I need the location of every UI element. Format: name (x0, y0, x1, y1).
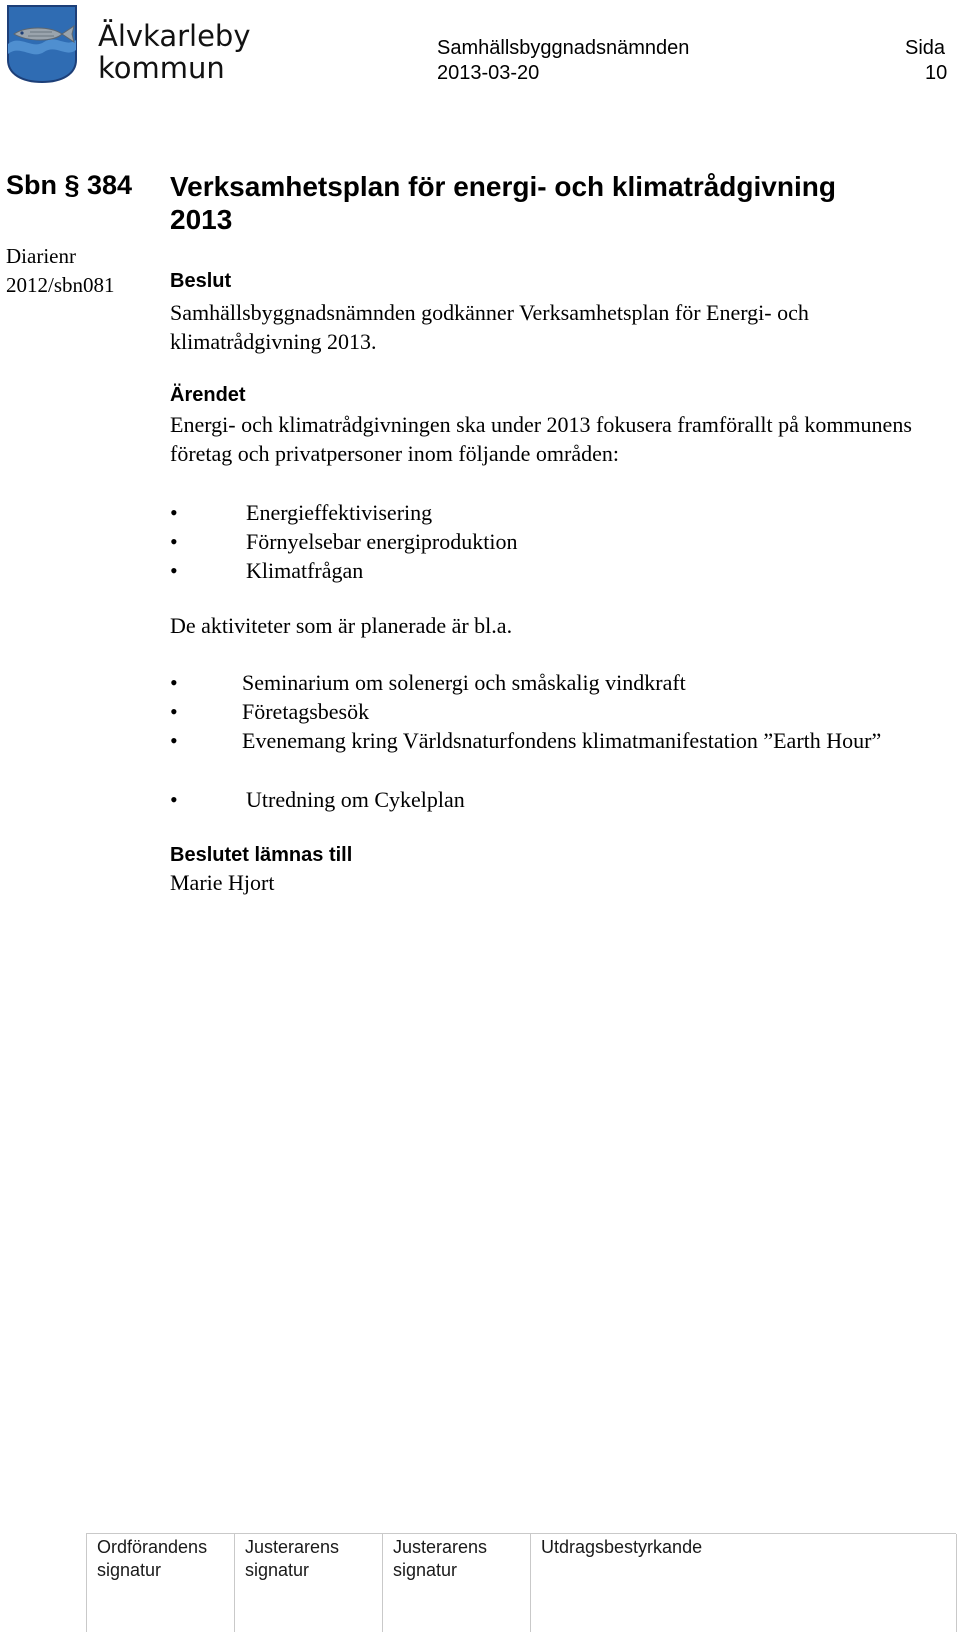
signature-cell (86, 1534, 235, 1632)
bullet-icon: • (170, 670, 178, 695)
signature-cell-sublabel: signatur (393, 1560, 458, 1580)
signature-cell-sublabel: signatur (97, 1560, 162, 1580)
signature-cell-sublabel: signatur (245, 1560, 310, 1580)
organization-logo-text (98, 20, 251, 84)
signature-cell-label: Utdragsbestyrkande (541, 1537, 703, 1557)
page-number: 10 (925, 62, 948, 84)
list-item: Evenemang kring Världsnaturfondens klimatmanifestation ”Earth Hour” (242, 728, 882, 753)
recipient-name: Marie Hjort (170, 870, 275, 895)
list-item: Företagsbesök (242, 699, 370, 724)
meeting-date: 2013-03-20 (437, 62, 540, 84)
committee-name: Samhällsbyggnadsnämnden (437, 37, 690, 59)
bullet-icon: • (170, 500, 178, 525)
bullet-icon: • (170, 529, 178, 554)
page-label: Sida (905, 37, 946, 59)
diarie-label: Diarienr (6, 244, 76, 268)
list-item: Seminarium om solenergi och småskalig vindkraft (242, 670, 686, 695)
signature-cell-label: Justerarens (393, 1537, 488, 1557)
bullet-icon: • (170, 558, 178, 583)
org-name-line1: Älvkarleby (98, 19, 251, 53)
bullet-icon: • (170, 787, 178, 812)
signature-table (86, 1533, 956, 1632)
list-item: Energieffektivisering (246, 500, 433, 525)
signature-cell (382, 1534, 531, 1632)
page-title: Verksamhetsplan för energi- och klimatrådgivning 2013 (170, 171, 836, 235)
paragraph-reference: Sbn § 384 (6, 170, 133, 200)
recipients-heading: Beslutet lämnas till (170, 844, 353, 866)
bullet-icon: • (170, 699, 178, 724)
diarie-number: 2012/sbn081 (6, 273, 115, 297)
signature-cell (234, 1534, 383, 1632)
signature-cell (530, 1534, 957, 1632)
list-item: Förnyelsebar energiproduktion (246, 529, 518, 554)
signature-cell-label: Ordförandens (97, 1537, 208, 1557)
signature-cell-label: Justerarens (245, 1537, 340, 1557)
beslut-heading: Beslut (170, 270, 232, 292)
activities-intro: De aktiviteter som är planerade är bl.a. (170, 613, 513, 638)
arendet-text: Energi- och klimatrådgivningen ska under 2013 fokusera framförallt på kommunens företag och privatpersoner inom följande områden: (170, 412, 912, 466)
list-item: Utredning om Cykelplan (246, 787, 465, 812)
list-item: Klimatfrågan (246, 558, 364, 583)
beslut-text: Samhällsbyggnadsnämnden godkänner Verksamhetsplan för Energi- och klimatrådgivning 2013. (170, 300, 809, 354)
arendet-heading: Ärendet (170, 384, 246, 406)
bullet-icon: • (170, 728, 178, 753)
coat-of-arms-fish-icon (6, 4, 78, 84)
org-name-line2: kommun (98, 51, 225, 85)
